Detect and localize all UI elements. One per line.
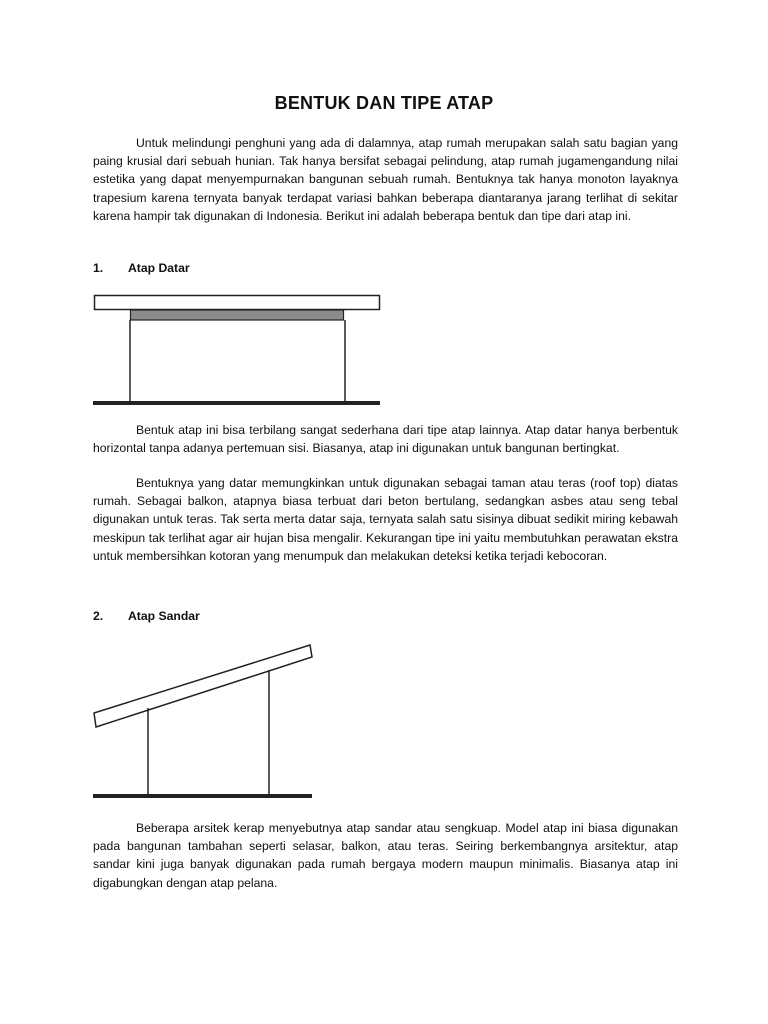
flat-roof-slab [95,296,380,310]
lean-to-roof-diagram [93,645,312,798]
lean-to-ground-line [93,794,312,798]
flat-roof-diagram [93,296,380,406]
section-2-title: Atap Sandar [128,609,200,623]
section-1-paragraph-1: Bentuk atap ini bisa terbilang sangat sederhana dari tipe atap lainnya. Atap datar hanya berbentuk horizontal tanpa adanya pertemuan sisi. Biasanya, atap ini digunakan untuk bangunan bertingkat. [93,423,678,456]
section-2-number: 2. [93,609,104,623]
lean-to-roof-slab [94,645,312,727]
section-1-title: Atap Datar [128,261,190,275]
section-1-number: 1. [93,261,104,275]
section-2-heading [93,609,200,623]
page-title: BENTUK DAN TIPE ATAP [274,93,494,113]
flat-roof-beam [131,310,344,320]
intro-paragraph: Untuk melindungi penghuni yang ada di dalamnya, atap rumah merupakan salah satu bagian yang paing krusial dari sebuah hunian. Tak hanya bersifat sebagai pelindung, atap rumah jugamengandung nilai estetika yang dapat menyempurnakan bangunan sebuah rumah. Bentuknya tak hanya monoton layaknya trapesium karena ternyata banyak terdapat variasi bahkan beberapa diantaranya jarang terlihat di sekitar karena hampir tak digunakan di Indonesia. Berikut ini adalah beberapa bentuk dan tipe dari atap ini. [93,136,678,223]
section-1-paragraph-2: Bentuknya yang datar memungkinkan untuk digunakan sebagai taman atau teras (roof top) diatas rumah. Sebagai balkon, atapnya biasa terbuat dari beton bertulang, sedangkan asbes atau seng tebal digunakan untuk teras. Tak serta merta datar saja, ternyata salah satu sisinya dibuat sedikit miring kebawah meskipun tak terlihat agar air hujan bisa mengalir. Kekurangan tipe ini yaitu membutuhkan perawatan ekstra untuk membersihkan kotoran yang menumpuk dan melakukan deteksi ketika terjadi kebocoran. [93,476,678,563]
section-1-heading [93,261,190,275]
section-2-paragraph-1: Beberapa arsitek kerap menyebutnya atap sandar atau sengkuap. Model atap ini biasa digunakan pada bangunan tambahan seperti selasar, balkon, atau teras. Seiring berkembangnya arsitektur, atap sandar kini juga banyak digunakan pada rumah bergaya modern maupun minimalis. Biasanya atap ini digabungkan dengan atap pelana. [93,821,678,890]
flat-roof-ground-line [93,401,380,405]
